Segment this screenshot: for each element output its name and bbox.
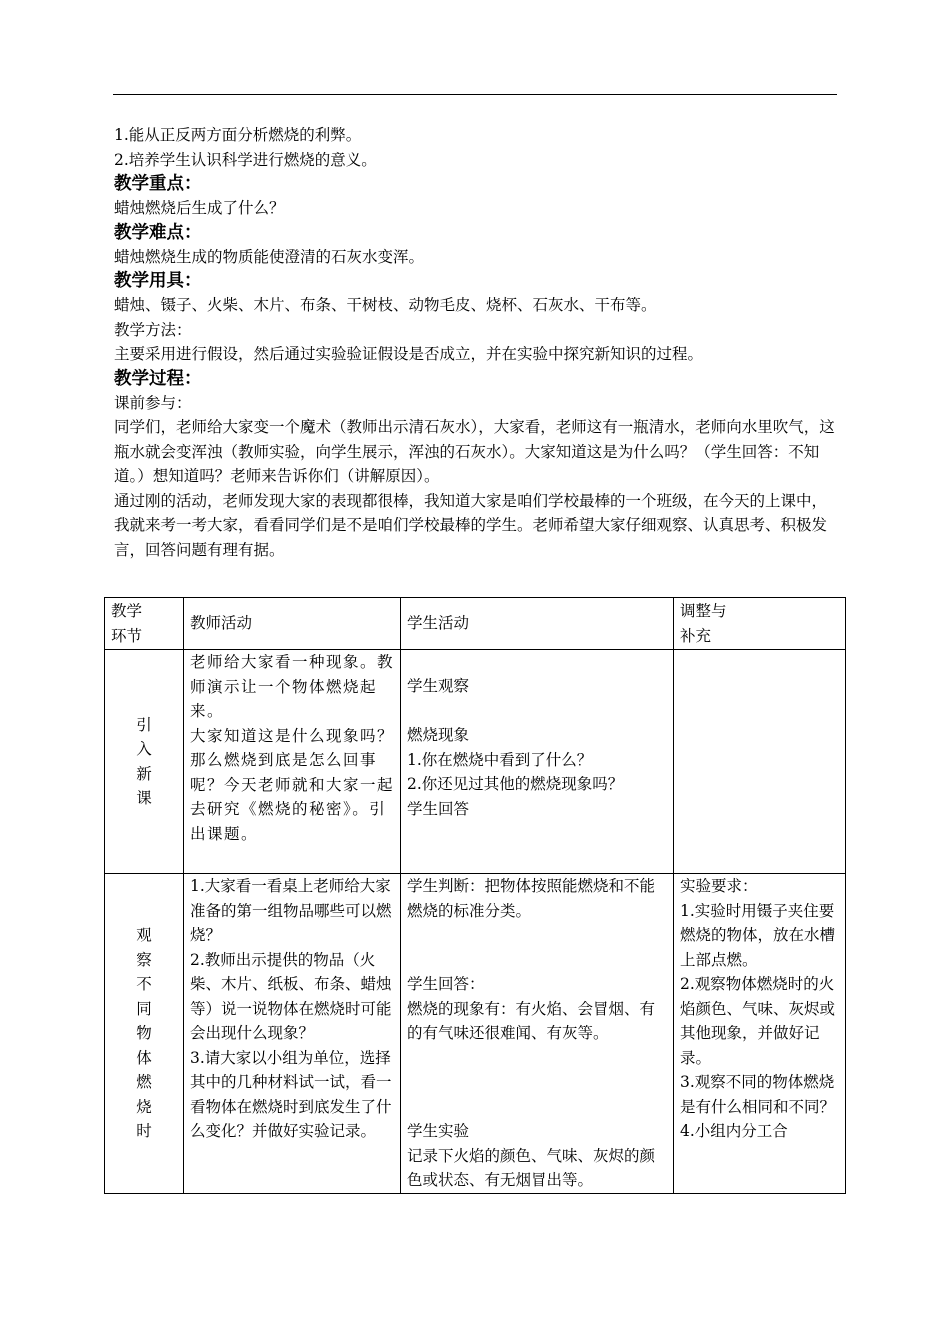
stage-intro: 引 入 新 课 <box>105 650 184 874</box>
table-row <box>105 874 846 1194</box>
method-text: 主要采用进行假设，然后通过实验验证假设是否成立，并在实验中探究新知识的过程。 <box>114 345 704 363</box>
process-heading: 教学过程： <box>114 368 202 389</box>
student-activity-intro: 学生观察 燃烧现象 1.你在燃烧中看到了什么？ 2.你还见过其他的燃烧现象吗？ 学生回答 <box>401 650 674 874</box>
objective-line-2: 2.培养学生认识科学进行燃烧的意义。 <box>114 150 377 169</box>
key-point-text: 蜡烛燃烧后生成了什么？ <box>114 199 285 217</box>
difficulty-text: 蜡烛燃烧生成的物质能使澄清的石灰水变浑。 <box>114 247 425 266</box>
header-stage: 教学 环节 <box>105 598 184 650</box>
header-teacher-activity: 教师活动 <box>184 598 401 650</box>
table-row <box>105 650 846 874</box>
tools-text: 蜡烛、镊子、火柴、木片、布条、干树枝、动物毛皮、烧杯、石灰水、干布等。 <box>114 296 657 314</box>
objective-line-1: 1.能从正反两方面分析燃烧的利弊。 <box>114 126 362 144</box>
method-heading: 教学方法： <box>114 320 192 339</box>
header-rule <box>113 94 837 95</box>
process-paragraph-1: 同学们，老师给大家变一个魔术（教师出示清石灰水），大家看，老师这有一瓶清水，老师向水里吹气，这瓶水就会变浑浊（教师实验，向学生展示，浑浊的石灰水）。大家知道这是为什么吗？（学生回答：不知道。）想知道吗？老师来告诉你们（讲解原因）。 <box>114 418 835 485</box>
tools-heading: 教学用具： <box>114 271 202 291</box>
lesson-process-table <box>104 597 846 1194</box>
teacher-activity-intro: 老师给大家看一种现象。教师演示让一个物体燃烧起来。 大家知道这是什么现象吗？ 那么燃烧到底是怎么回事呢？今天老师就和大家一起去研究《燃烧的秘密》。引出课题。 <box>184 650 401 874</box>
table-header-row <box>105 598 846 650</box>
student-activity-observe: 学生判断：把物体按照能燃烧和不能燃烧的标准分类。 学生回答： 燃烧的现象有：有火焰、会冒烟、有的有气味还很难闻、有灰等。 学生实验 记录下火焰的颜色、气味、灰烬的颜色或状态、有无烟冒出等。 <box>401 874 674 1194</box>
difficulty-heading: 教学难点： <box>114 222 202 243</box>
header-student-activity: 学生活动 <box>401 598 674 650</box>
key-point-heading: 教学重点： <box>114 174 202 194</box>
teacher-activity-observe: 1.大家看一看桌上老师给大家准备的第一组物品哪些可以燃烧？ 2.教师出示提供的物品（火柴、木片、纸板、布条、蜡烛等）说一说物体在燃烧时可能会出现什么现象？ 3.请大家以小组为单位，选择其中的几种材料试一试，看一看物体在燃烧时到底发生了什么变化？并做好实验记录。 <box>184 874 401 1194</box>
pre-participation-label: 课前参与： <box>114 393 192 412</box>
stage-observe: 观 察 不 同 物 体 燃 烧 时 <box>105 874 184 1194</box>
process-paragraph-2: 通过刚的活动，老师发现大家的表现都很棒，我知道大家是咱们学校最棒的一个班级，在今天的上课中，我就来考一考大家，看看同学们是不是咱们学校最棒的学生。老师希望大家仔细观察、认真思考、积极发言，回答问题有理有据。 <box>114 491 828 559</box>
adjustment-intro <box>674 650 846 874</box>
adjustment-observe: 实验要求： 1.实验时用镊子夹住要燃烧的物体，放在水槽上部点燃。 2.观察物体燃烧时的火焰颜色、气味、灰烬或其他现象，并做好记录。 3.观察不同的物体燃烧是有什么相同和不同？ 4.小组内分工合 <box>674 874 846 1194</box>
header-adjustment: 调整与 补充 <box>674 598 846 650</box>
lesson-plan-body <box>114 123 839 562</box>
